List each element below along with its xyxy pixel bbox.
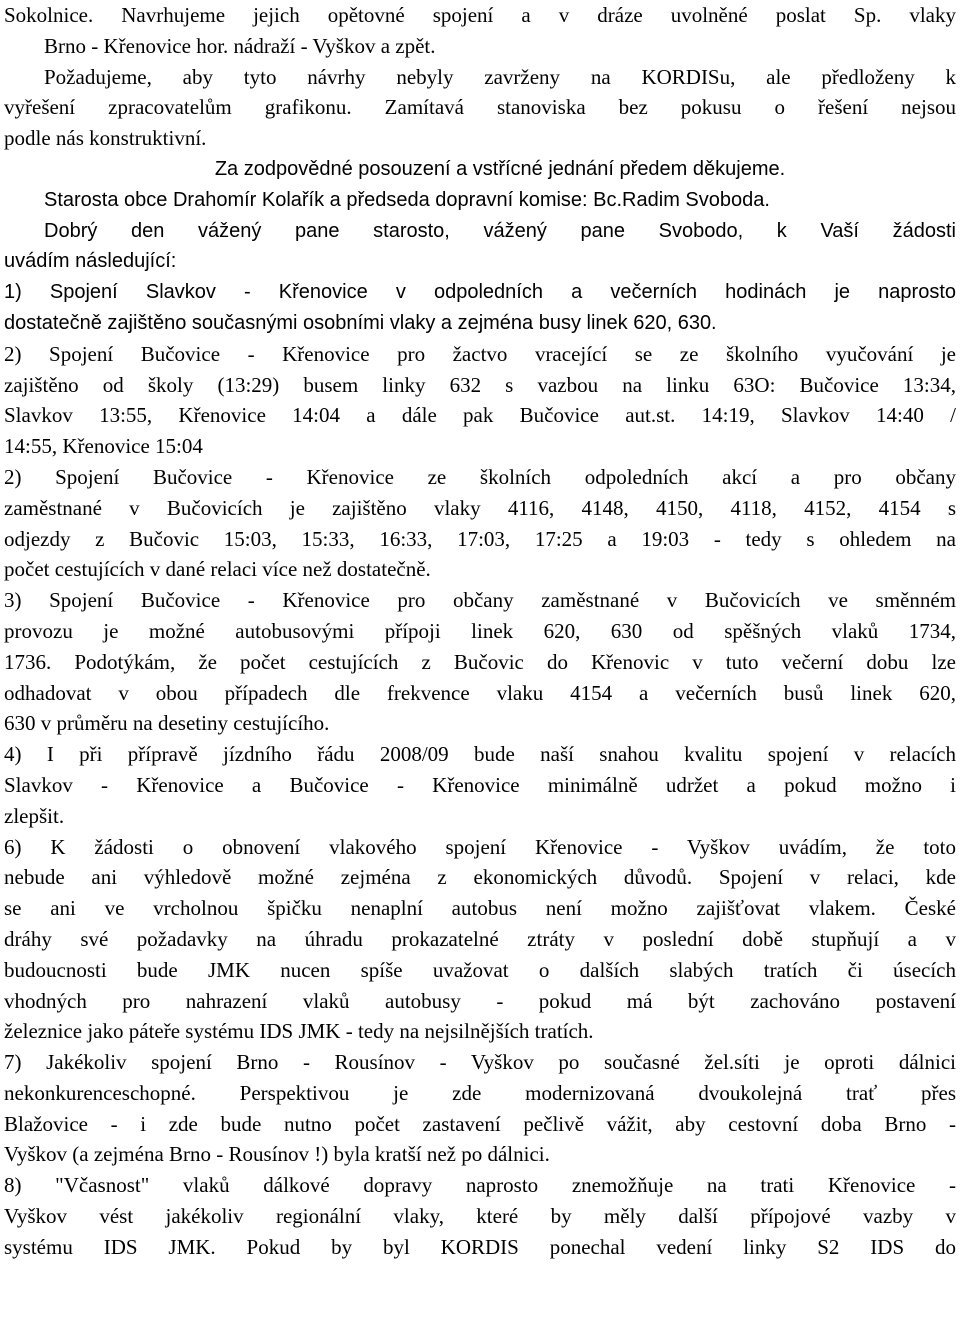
text-line: vyřešení zpracovatelům grafikonu. Zamítavá stanoviska bez pokusu o řešení nejsou — [4, 95, 956, 120]
text-line: podle nás konstruktivní. — [4, 126, 207, 151]
text-line: nebude ani výhledově možné zejména z ekonomických důvodů. Spojení v relaci, kde — [4, 865, 956, 890]
text-line: Vyškov vést jakékoliv regionální vlaky, které by měly další přípojové vazby v — [4, 1204, 956, 1229]
reply-greeting-cont: uvádím následující: — [4, 250, 177, 273]
text-line: odjezdy z Bučovic 15:03, 15:33, 16:33, 17:03, 17:25 a 19:03 - tedy s ohledem na — [4, 526, 956, 551]
text-line: 1) Spojení Slavkov - Křenovice v odpoledních a večerních hodinách je naprosto — [4, 281, 956, 304]
text-line: počet cestujících v dané relaci více než dostatečně. — [4, 557, 431, 582]
text-line: 2) Spojení Bučovice - Křenovice ze školních odpoledních akcí a pro občany — [4, 464, 956, 489]
text-line: dostatečně zajištěno současnými osobními vlaky a zejména busy linek 620, 630. — [4, 311, 717, 334]
text-line: nekonkurenceschopné. Perspektivou je zde modernizovaná dvoukolejná trať přes — [4, 1080, 956, 1105]
text-line: zajištěno od školy (13:29) busem linky 632 s vazbou na linku 63O: Bučovice 13:34, — [4, 372, 956, 397]
text-line: systému IDS JMK. Pokud by byl KORDIS ponechal vedení linky S2 IDS do — [4, 1234, 956, 1259]
text-line: Požadujeme, aby tyto návrhy nebyly zavrženy na KORDISu, ale předloženy k — [44, 64, 956, 89]
text-line: Blažovice - i zde bude nutno počet zastavení pečlivě vážit, aby cestovní doba Brno - — [4, 1111, 956, 1136]
text-line: 8) "Včasnost" vlaků dálkové dopravy naprosto znemožňuje na trati Křenovice - — [4, 1173, 956, 1198]
text-line: Brno - Křenovice hor. nádraží - Vyškov a zpět. — [44, 33, 436, 58]
text-line: Slavkov - Křenovice a Bučovice - Křenovice minimálně udržet a pokud možno i — [4, 772, 956, 797]
text-line: 3) Spojení Bučovice - Křenovice pro občany zaměstnané v Bučovicích ve směnném — [4, 588, 956, 613]
text-line: 2) Spojení Bučovice - Křenovice pro žactvo vracející se ze školního vyučování je — [4, 341, 956, 366]
text-line: Slavkov 13:55, Křenovice 14:04 a dále pak Bučovice aut.st. 14:19, Slavkov 14:40 / — [4, 403, 956, 428]
text-line: odhadovat v obou případech dle frekvence vlaku 4154 a večerních busů linek 620, — [4, 680, 956, 705]
document-page — [4, 0, 956, 1326]
text-line: Sokolnice. Navrhujeme jejich opětovné spojení a v dráze uvolněné poslat Sp. vlaky — [4, 3, 956, 27]
text-line: 7) Jakékoliv spojení Brno - Rousínov - Vyškov po současné žel.síti je oproti dálnici — [4, 1050, 956, 1075]
reply-greeting: Dobrý den vážený pane starosto, vážený pane Svobodo, k Vaší žádosti — [44, 219, 956, 242]
text-line: 630 v průměru na desetiny cestujícího. — [4, 711, 330, 736]
text-line: železnice jako páteře systému IDS JMK - tedy na nejsilnějších tratích. — [4, 1019, 594, 1044]
text-line: se ani ve vrcholnou špičku nenaplní autobus není možno zajišťovat vlakem. České — [4, 896, 956, 921]
text-line: 4) I při přípravě jízdního řádu 2008/09 bude naší snahou kvalitu spojení v relacích — [4, 742, 956, 767]
signature-line: Starosta obce Drahomír Kolařík a předseda dopravní komise: Bc.Radim Svoboda. — [44, 188, 770, 211]
text-line: budoucnosti bude JMK nucen spíše uvažovat o dalších slabých tratích či úsecích — [4, 957, 956, 982]
text-line: 6) K žádosti o obnovení vlakového spojení Křenovice - Vyškov uvádím, že toto — [4, 834, 956, 859]
closing-thanks: Za zodpovědné posouzení a vstřícné jednání předem děkujeme. — [214, 157, 786, 180]
text-line: vhodných pro nahrazení vlaků autobusy - pokud má být zachováno postavení — [4, 988, 956, 1013]
text-line: zaměstnané v Bučovicích je zajištěno vlaky 4116, 4148, 4150, 4118, 4152, 4154 s — [4, 495, 956, 520]
text-line: Vyškov (a zejména Brno - Rousínov !) byla kratší než po dálnici. — [4, 1142, 550, 1167]
text-line: 14:55, Křenovice 15:04 — [4, 434, 203, 459]
text-line: 1736. Podotýkám, že počet cestujících z Bučovic do Křenovic v tuto večerní dobu lze — [4, 649, 956, 674]
text-line: zlepšit. — [4, 803, 65, 828]
text-line: dráhy své požadavky na úhradu prokazatelné ztráty v poslední době stupňují a v — [4, 926, 956, 951]
text-line: provozu je možné autobusovými přípoji linek 620, 630 od spěšných vlaků 1734, — [4, 618, 956, 643]
